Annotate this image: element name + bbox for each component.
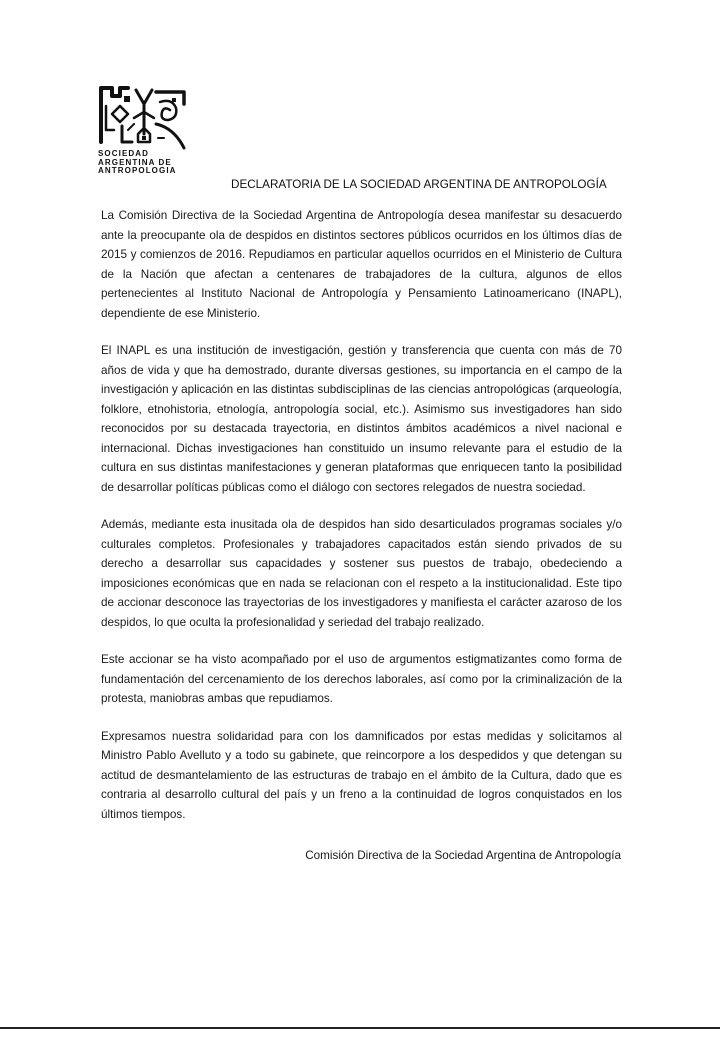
- paragraph-5: Expresamos nuestra solidaridad para con los damnificados por estas medidas y solicitamos al Ministro Pablo Avelluto y a todo su gabinete, que reincorpore a los despedidos y que detengan su actitud de desmantelamiento de las estructuras de trabajo en el ámbito de la Cultura, dado que es contraria al desarrollo cultural del país y un freno a la continuidad de logros conquistados en los últimos tiempos.: [101, 729, 622, 821]
- logo-wordmark: [98, 150, 177, 176]
- society-logo: [98, 84, 198, 180]
- logo-line-3: ANTROPOLOGIA: [98, 166, 177, 176]
- paragraph-4: Este accionar se ha visto acompañado por el uso de argumentos estigmatizantes como forma de fundamentación del cercenamiento de los derechos laborales, así como por la criminalización de la protesta, maniobras ambas que repudiamos.: [101, 653, 622, 705]
- signature: Comisión Directiva de la Sociedad Argentina de Antropología: [305, 849, 621, 862]
- logo-line-2: ARGENTINA DE: [98, 157, 172, 167]
- document-body: [101, 206, 622, 842]
- paragraph-1: La Comisión Directiva de la Sociedad Argentina de Antropología desea manifestar su desacuerdo ante la preocupante ola de despidos en distintos sectores públicos ocurridos en los últimos días de 2015 y comienzos de 2016. Repudiamos en particular aquellos ocurridos en el Ministerio de Cultura de la Nación que afectan a centenares de trabajadores de la cultura, algunos de ellos pertenecientes al Instituto Nacional de Antropología y Pensamiento Latinoamericano (INAPL), dependiente de ese Ministerio.: [101, 209, 622, 320]
- paragraph-3: Además, mediante esta inusitada ola de despidos han sido desarticulados programas sociales y/o culturales completos. Profesionales y trabajadores capacitados están siendo privados de su derecho a desarrollar sus capacidades y sostener sus puestos de trabajo, obedeciendo a imposiciones económicas que en nada se relacionan con el respeto a la institucionalidad. Este tipo de accionar desconoce las trayectorias de los investigadores y manifiesta el carácter azaroso de los despidos, lo que oculta la profesionalidad y seriedad del trabajo realizado.: [101, 518, 622, 629]
- page-bottom-divider: [0, 1027, 720, 1029]
- document-title: DECLARATORIA DE LA SOCIEDAD ARGENTINA DE ANTROPOLOGÍA: [231, 178, 607, 191]
- society-emblem-icon: [98, 84, 190, 150]
- paragraph-2: El INAPL es una institución de investigación, gestión y transferencia que cuenta con más de 70 años de vida y que ha demostrado, durante diversas gestiones, su importancia en el campo de la investigación y aplicación en las distintas subdisciplinas de las ciencias antropológicas (arqueología, folklore, etnohistoria, etnología, antropología social, etc.). Asimismo sus investigadores han sido reconocidos por su destacada trayectoria, en distintos ámbitos académicos a nivel nacional e internacional. Dichas investigaciones han constituido un insumo relevante para el estudio de la cultura en sus distintas manifestaciones y generan plataformas que enriquecen tanto la posibilidad de desarrollar políticas públicas como el diálogo con sectores relegados de nuestra sociedad.: [101, 344, 622, 494]
- logo-line-1: SOCIEDAD: [98, 149, 150, 158]
